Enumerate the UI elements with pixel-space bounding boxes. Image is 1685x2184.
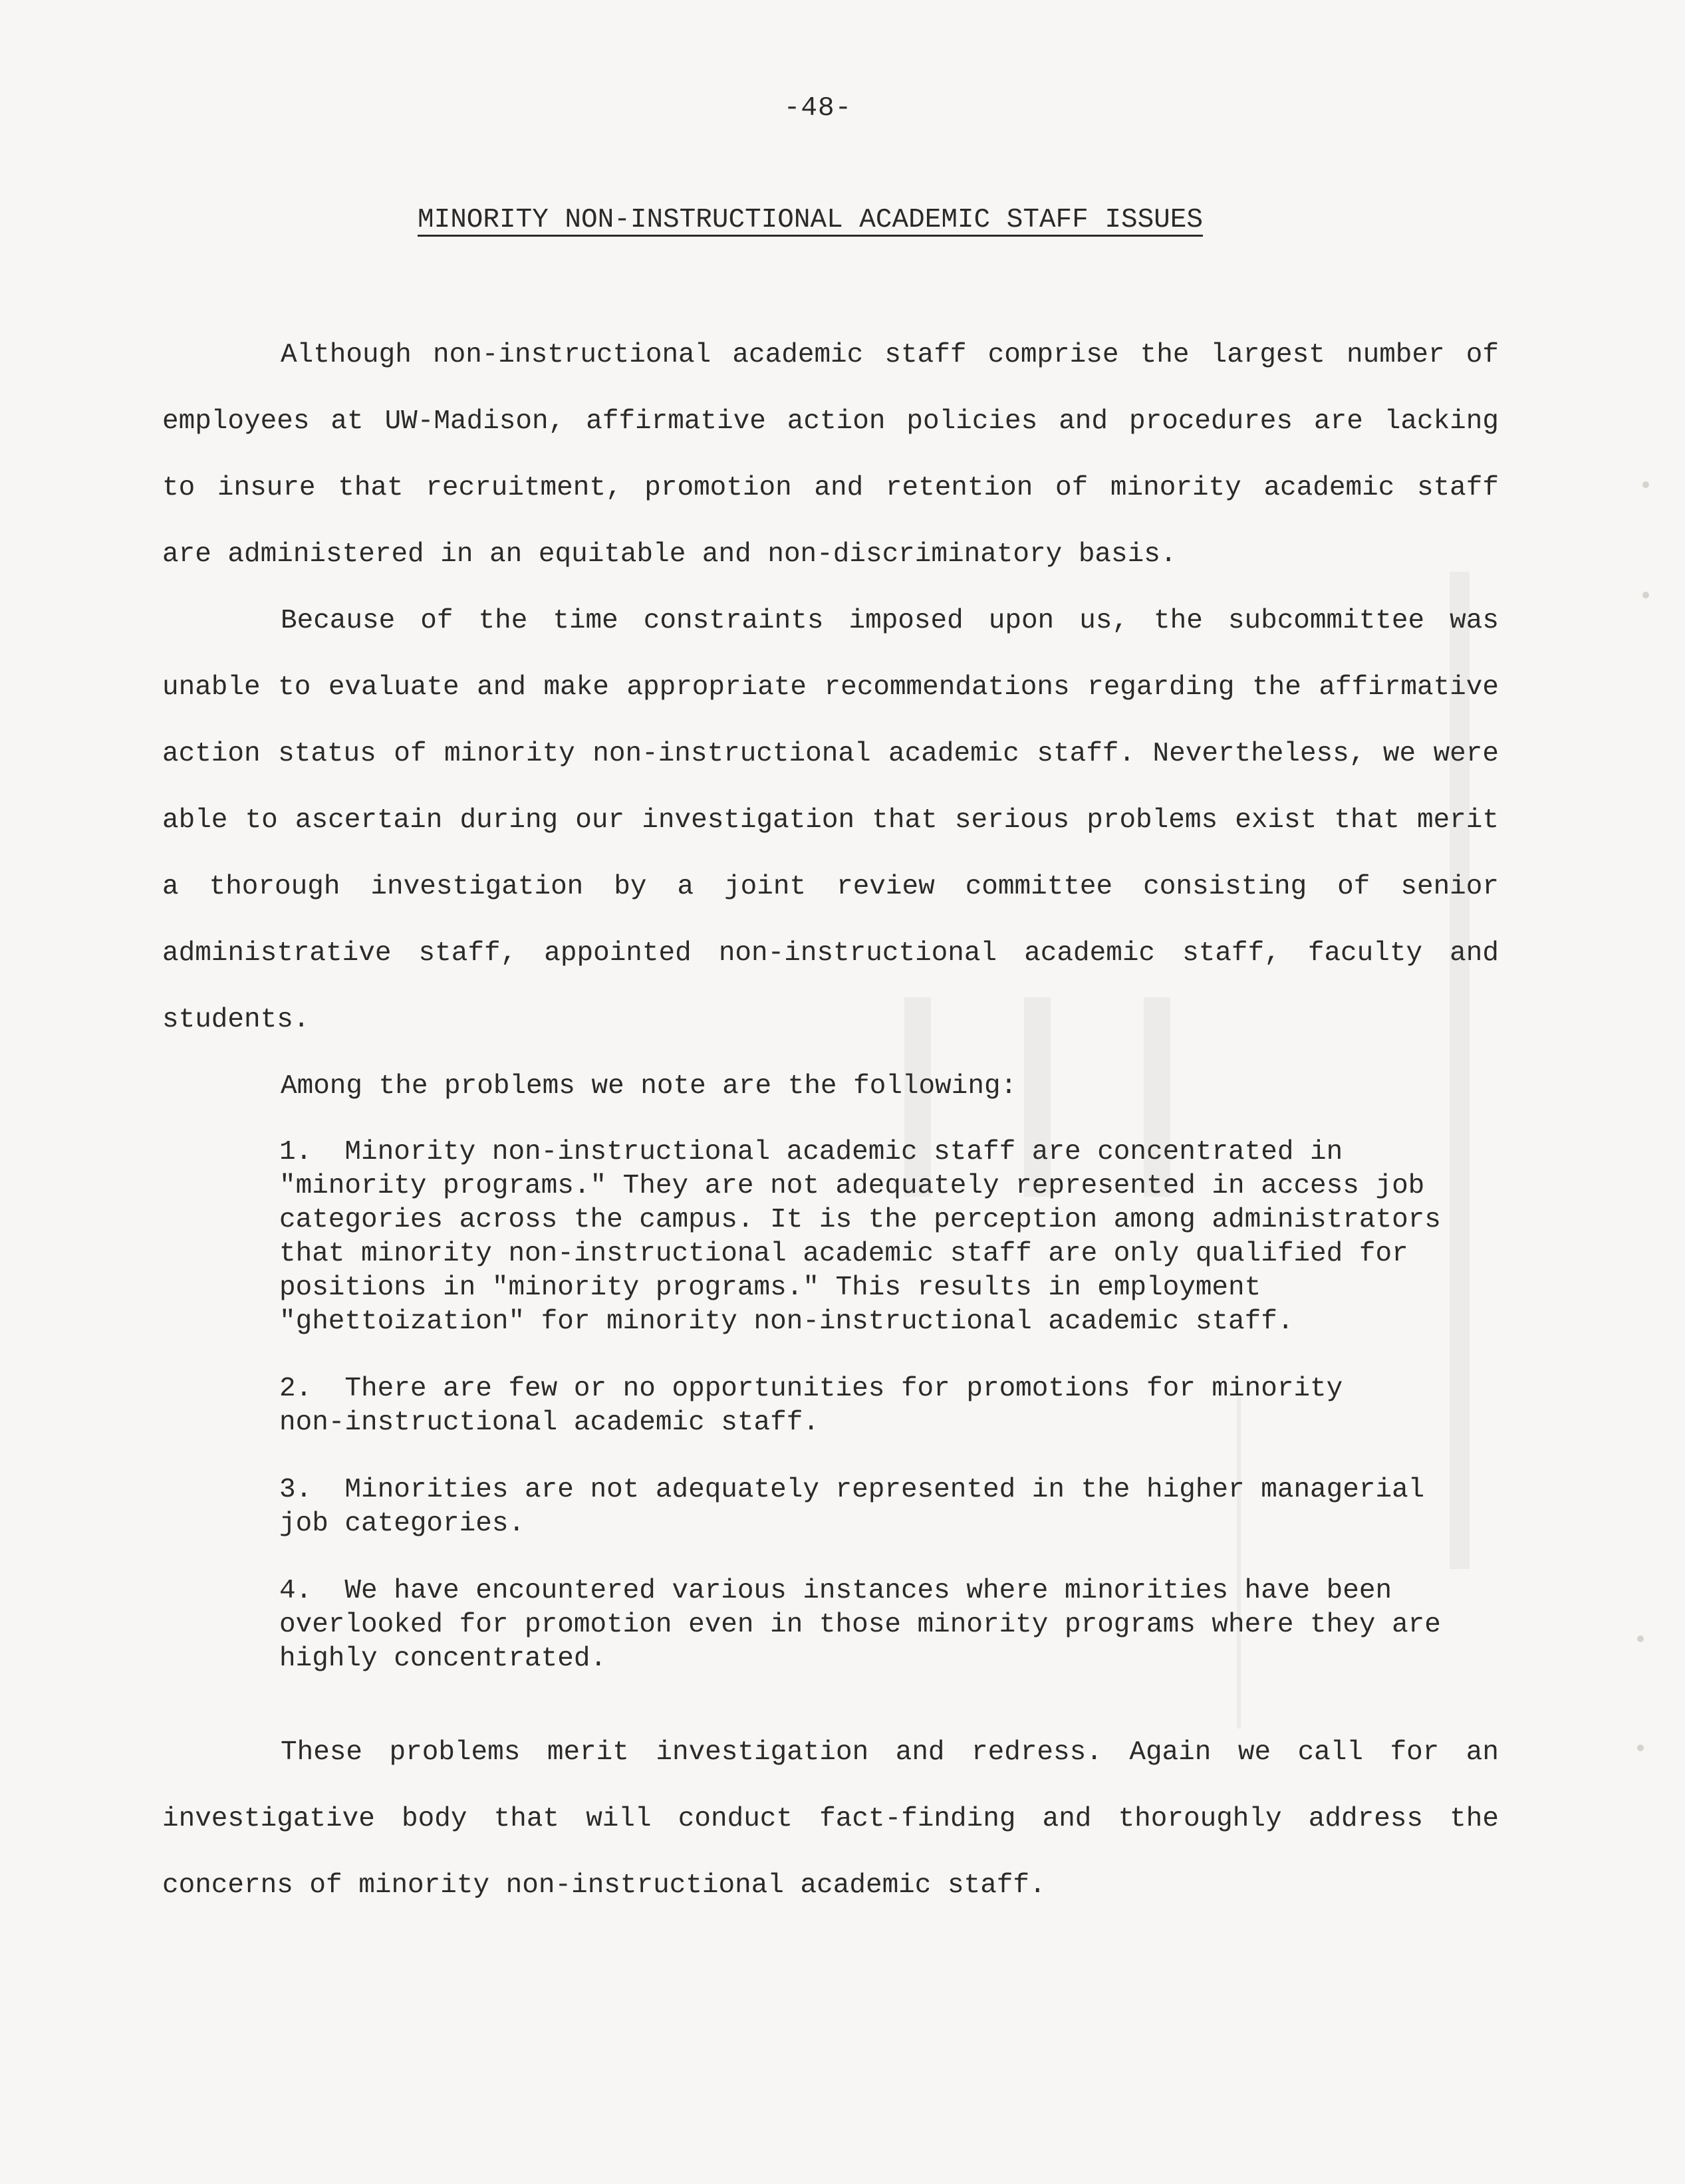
paragraph-intro	[162, 322, 1499, 588]
paragraph-text: Because of the time constraints imposed upon us, the subcommittee was unable to evaluate and make appropriate recommendations regarding the affirmative action status of minority non-instructional academic staff. Nevertheless, we were able to ascertain during our investigation that serious problems exist that merit a thorough investigation by a joint review committee consisting of senior administrative staff, appointed non-instructional academic staff, faculty and students.	[162, 606, 1499, 1035]
paragraph-problems-intro	[162, 1053, 1499, 1120]
paper-speck	[1637, 1745, 1644, 1751]
paragraph-constraints	[162, 588, 1499, 1053]
paragraph-text: These problems merit investigation and redress. Again we call for an investigative body that will conduct fact-finding and thoroughly address the concerns of minority non-instructional academic staff.	[162, 1737, 1499, 1901]
problems-list	[279, 1136, 1476, 1709]
paper-speck	[1642, 592, 1649, 598]
list-item: 4. We have encountered various instances where minorities have been overlooked for promotion even in those minority programs where they are highly concentrated.	[279, 1576, 1441, 1674]
paper-speck	[1637, 1636, 1644, 1642]
paragraph-text: Among the problems we note are the following:	[281, 1071, 1017, 1102]
list-item: 2. There are few or no opportunities for promotions for minority non-instructional academic staff.	[279, 1374, 1343, 1438]
section-title: MINORITY NON-INSTRUCTIONAL ACADEMIC STAFF ISSUES	[418, 205, 1203, 235]
list-item: 1. Minority non-instructional academic staff are concentrated in "minority programs." They are not adequately represented in access job categories across the campus. It is the perception among administrators that minority non-instructional academic staff are only qualified for positions in "minority programs." This results in employment "ghettoization" for minority non-instructional academic staff.	[279, 1137, 1441, 1337]
paragraph-text: Although non-instructional academic staff comprise the largest number of employees at UW-Madison, affirmative action policies and procedures are lacking to insure that recruitment, promotion and retention of minority academic staff are administered in an equitable and non-discriminatory basis.	[162, 340, 1499, 570]
page-number: -48-	[783, 93, 852, 124]
paper-speck	[1642, 481, 1649, 488]
paragraph-closing	[162, 1719, 1499, 1919]
list-item: 3. Minorities are not adequately represented in the higher managerial job categories.	[279, 1475, 1425, 1539]
